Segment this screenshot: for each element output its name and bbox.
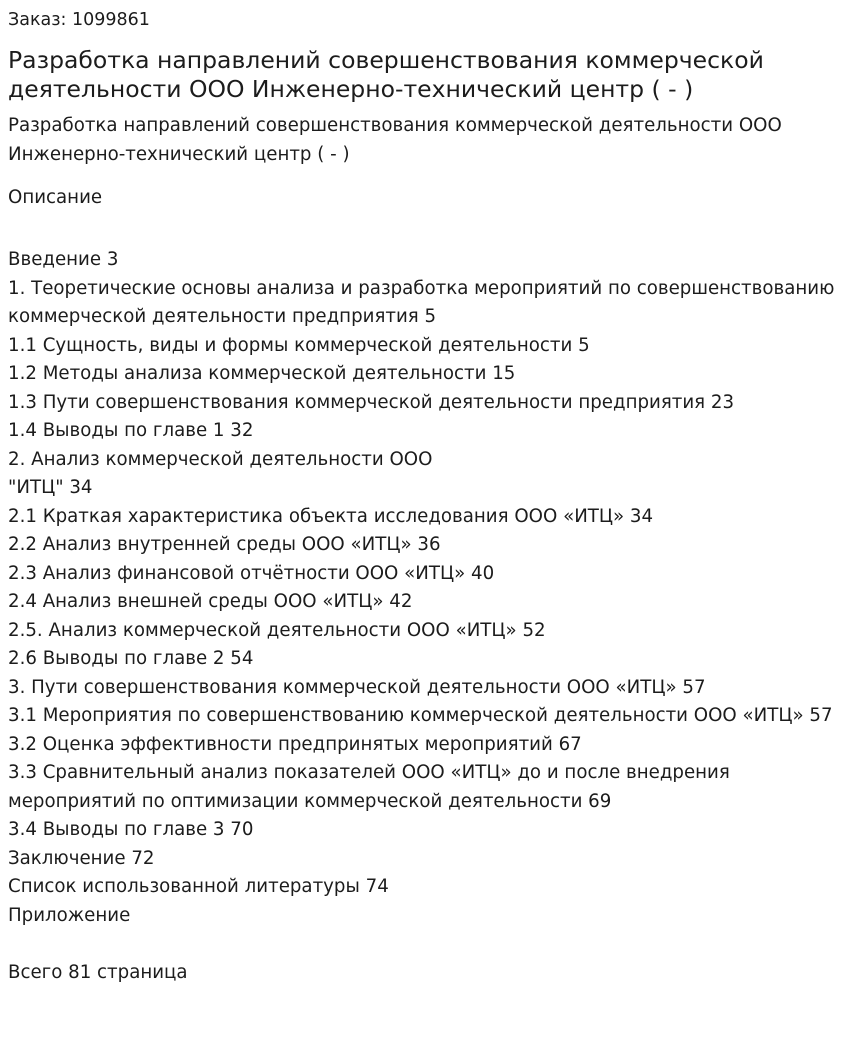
toc-line: Заключение 72 <box>8 847 155 869</box>
toc-line: 2. Анализ коммерческой деятельности ООО <box>8 448 433 470</box>
order-number: Заказ: 1099861 <box>8 10 150 30</box>
toc-line: Приложение <box>8 904 131 926</box>
table-of-contents <box>8 246 839 987</box>
toc-line: 3.3 Сравнительный анализ показателей ООО «ИТЦ» до и после внедрения мероприятий по оптимизации коммерческой деятельности 69 <box>8 762 730 812</box>
toc-line: Список использованной литературы 74 <box>8 876 389 897</box>
toc-line: 1.3 Пути совершенствования коммерческой деятельности предприятия 23 <box>8 391 735 413</box>
page-title: Разработка направлений совершенствования коммерческой деятельности ООО Инженерно-технический центр ( - ) <box>8 46 764 103</box>
toc-line: 2.4 Анализ внешней среды ООО «ИТЦ» 42 <box>8 591 413 612</box>
toc-line: 2.6 Выводы по главе 2 54 <box>8 648 254 669</box>
toc-line: 1.2 Методы анализа коммерческой деятельности 15 <box>8 363 516 384</box>
toc-line: 2.5. Анализ коммерческой деятельности ООО «ИТЦ» 52 <box>8 619 546 641</box>
toc-line: 2.3 Анализ финансовой отчётности ООО «ИТЦ» 40 <box>8 562 495 584</box>
toc-line: 1.4 Выводы по главе 1 32 <box>8 420 254 441</box>
toc-line: 3. Пути совершенствования коммерческой деятельности ООО «ИТЦ» 57 <box>8 676 706 698</box>
toc-line: 3.1 Мероприятия по совершенствованию коммерческой деятельности ООО «ИТЦ» 57 <box>8 705 833 726</box>
description-heading: Описание <box>8 187 103 208</box>
toc-spacer <box>8 930 839 959</box>
page-count: Всего 81 страница <box>8 961 188 983</box>
toc-line: Введение 3 <box>8 249 119 270</box>
toc-line: 3.2 Оценка эффективности предпринятых мероприятий 67 <box>8 733 582 755</box>
toc-line: 2.2 Анализ внутренней среды ООО «ИТЦ» 36 <box>8 534 441 555</box>
toc-line: 3.4 Выводы по главе 3 70 <box>8 819 254 840</box>
toc-line: 1. Теоретические основы анализа и разработка мероприятий по совершенствованию коммерческой деятельности предприятия 5 <box>8 277 835 327</box>
page-subtitle: Разработка направлений совершенствования коммерческой деятельности ООО Инженерно-технический центр ( - ) <box>8 115 782 165</box>
toc-line: "ИТЦ" 34 <box>8 477 93 498</box>
toc-line: 2.1 Краткая характеристика объекта исследования ООО «ИТЦ» 34 <box>8 505 654 527</box>
toc-line: 1.1 Сущность, виды и формы коммерческой деятельности 5 <box>8 334 590 356</box>
